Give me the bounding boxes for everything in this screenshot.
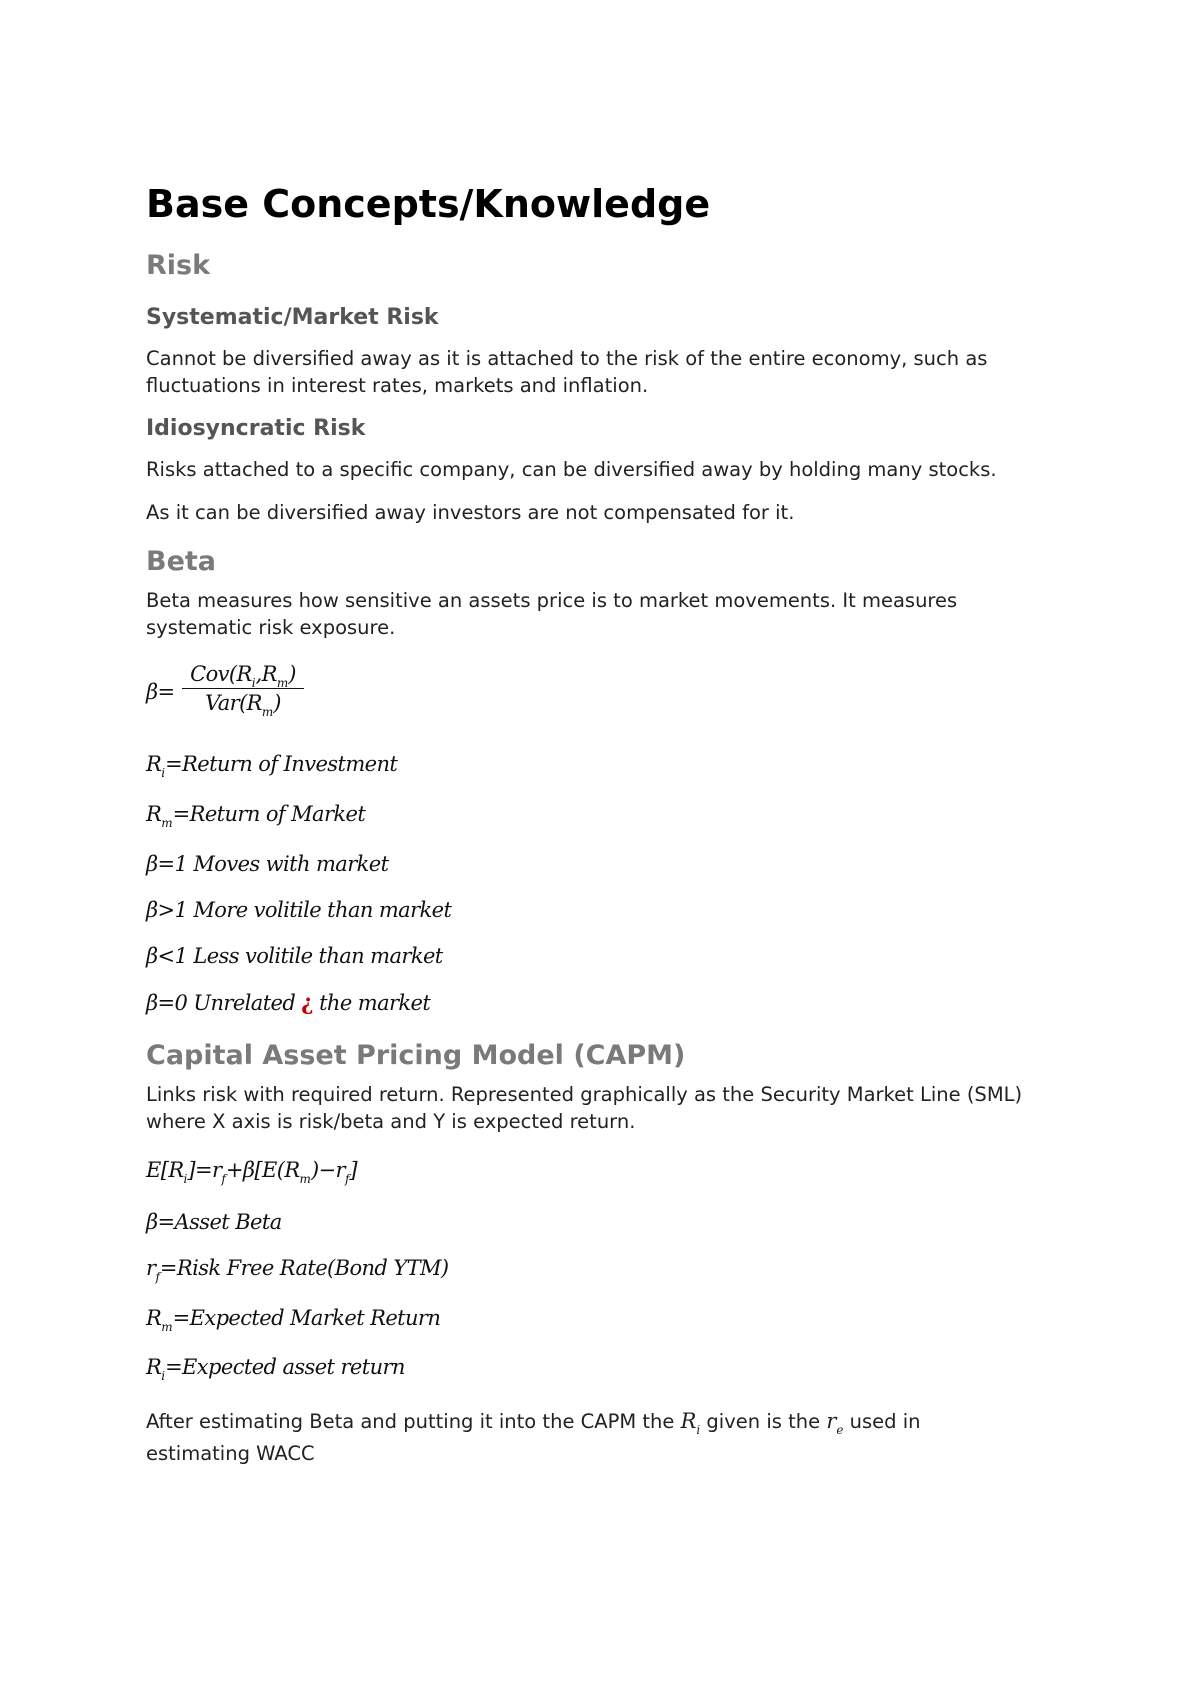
capm-text: Links risk with required return. Represented graphically as the Security Market Line (SML) where X axis is risk/beta and Y is expected return.	[146, 1083, 1023, 1133]
beta-def-rm: $R_m=Return$ of Market	[146, 802, 366, 830]
beta-text: Beta measures how sensitive an assets price is to market movements. It measures systematic risk exposure.	[146, 589, 958, 639]
capm-def-beta: β=Asset Beta	[146, 1210, 282, 1234]
beta-formula-lhs: β=	[146, 680, 175, 704]
systematic-risk-text: Cannot be diversified away as it is attached to the risk of the entire economy, such as fluctuations in interest rates, markets and inflation.	[146, 347, 988, 397]
idiosyncratic-risk-text-1: Risks attached to a specific company, can be diversified away by holding many stocks.	[146, 458, 997, 481]
idiosyncratic-risk-text-2: As it can be diversified away investors are not compensated for it.	[146, 501, 795, 524]
capm-def-rf: $r_f=Risk$ Free Rate(Bond YTM)	[146, 1256, 449, 1284]
beta-def-less-one: β<1 Less volitile than market	[146, 944, 443, 968]
unrecognized-glyph: ¿	[301, 990, 314, 1015]
beta-def-ri: $R_i=Return$ of Investment	[146, 752, 398, 780]
heading-beta: Beta	[146, 546, 217, 577]
page-title: Base Concepts/Knowledge	[146, 182, 711, 226]
inline-math-re: $r_e$	[826, 1409, 844, 1437]
beta-def-zero: β=0 Unrelated ¿ the market	[146, 990, 431, 1015]
beta-formula-fraction	[182, 662, 304, 719]
capm-def-rm: $R_m=Expected$ Market Return	[146, 1306, 441, 1334]
capm-formula: $E[R_i]=r_f+\beta[E(R_m)-r_f]$	[146, 1158, 358, 1186]
heading-risk: Risk	[146, 250, 211, 281]
capm-closing-line-1: After estimating Beta and putting it into the CAPM the $R_i$ given is the $r_e$ used in	[146, 1409, 921, 1437]
heading-capm: Capital Asset Pricing Model (CAPM)	[146, 1040, 686, 1071]
inline-math-ri: $R_i$	[680, 1409, 701, 1437]
heading-systematic-risk: Systematic/Market Risk	[146, 305, 439, 330]
beta-formula-numerator: $Cov(R_i,R_m)$	[190, 662, 296, 690]
beta-def-equal-one: β=1 Moves with market	[146, 852, 389, 876]
heading-idiosyncratic-risk: Idiosyncratic Risk	[146, 416, 366, 441]
capm-closing-line-2: estimating WACC	[146, 1442, 315, 1465]
beta-def-greater-one: β>1 More volitile than market	[146, 898, 452, 922]
beta-formula-denominator: $Var(R_m)$	[205, 691, 281, 719]
capm-def-ri: $R_i=Expected$ asset return	[146, 1355, 405, 1383]
